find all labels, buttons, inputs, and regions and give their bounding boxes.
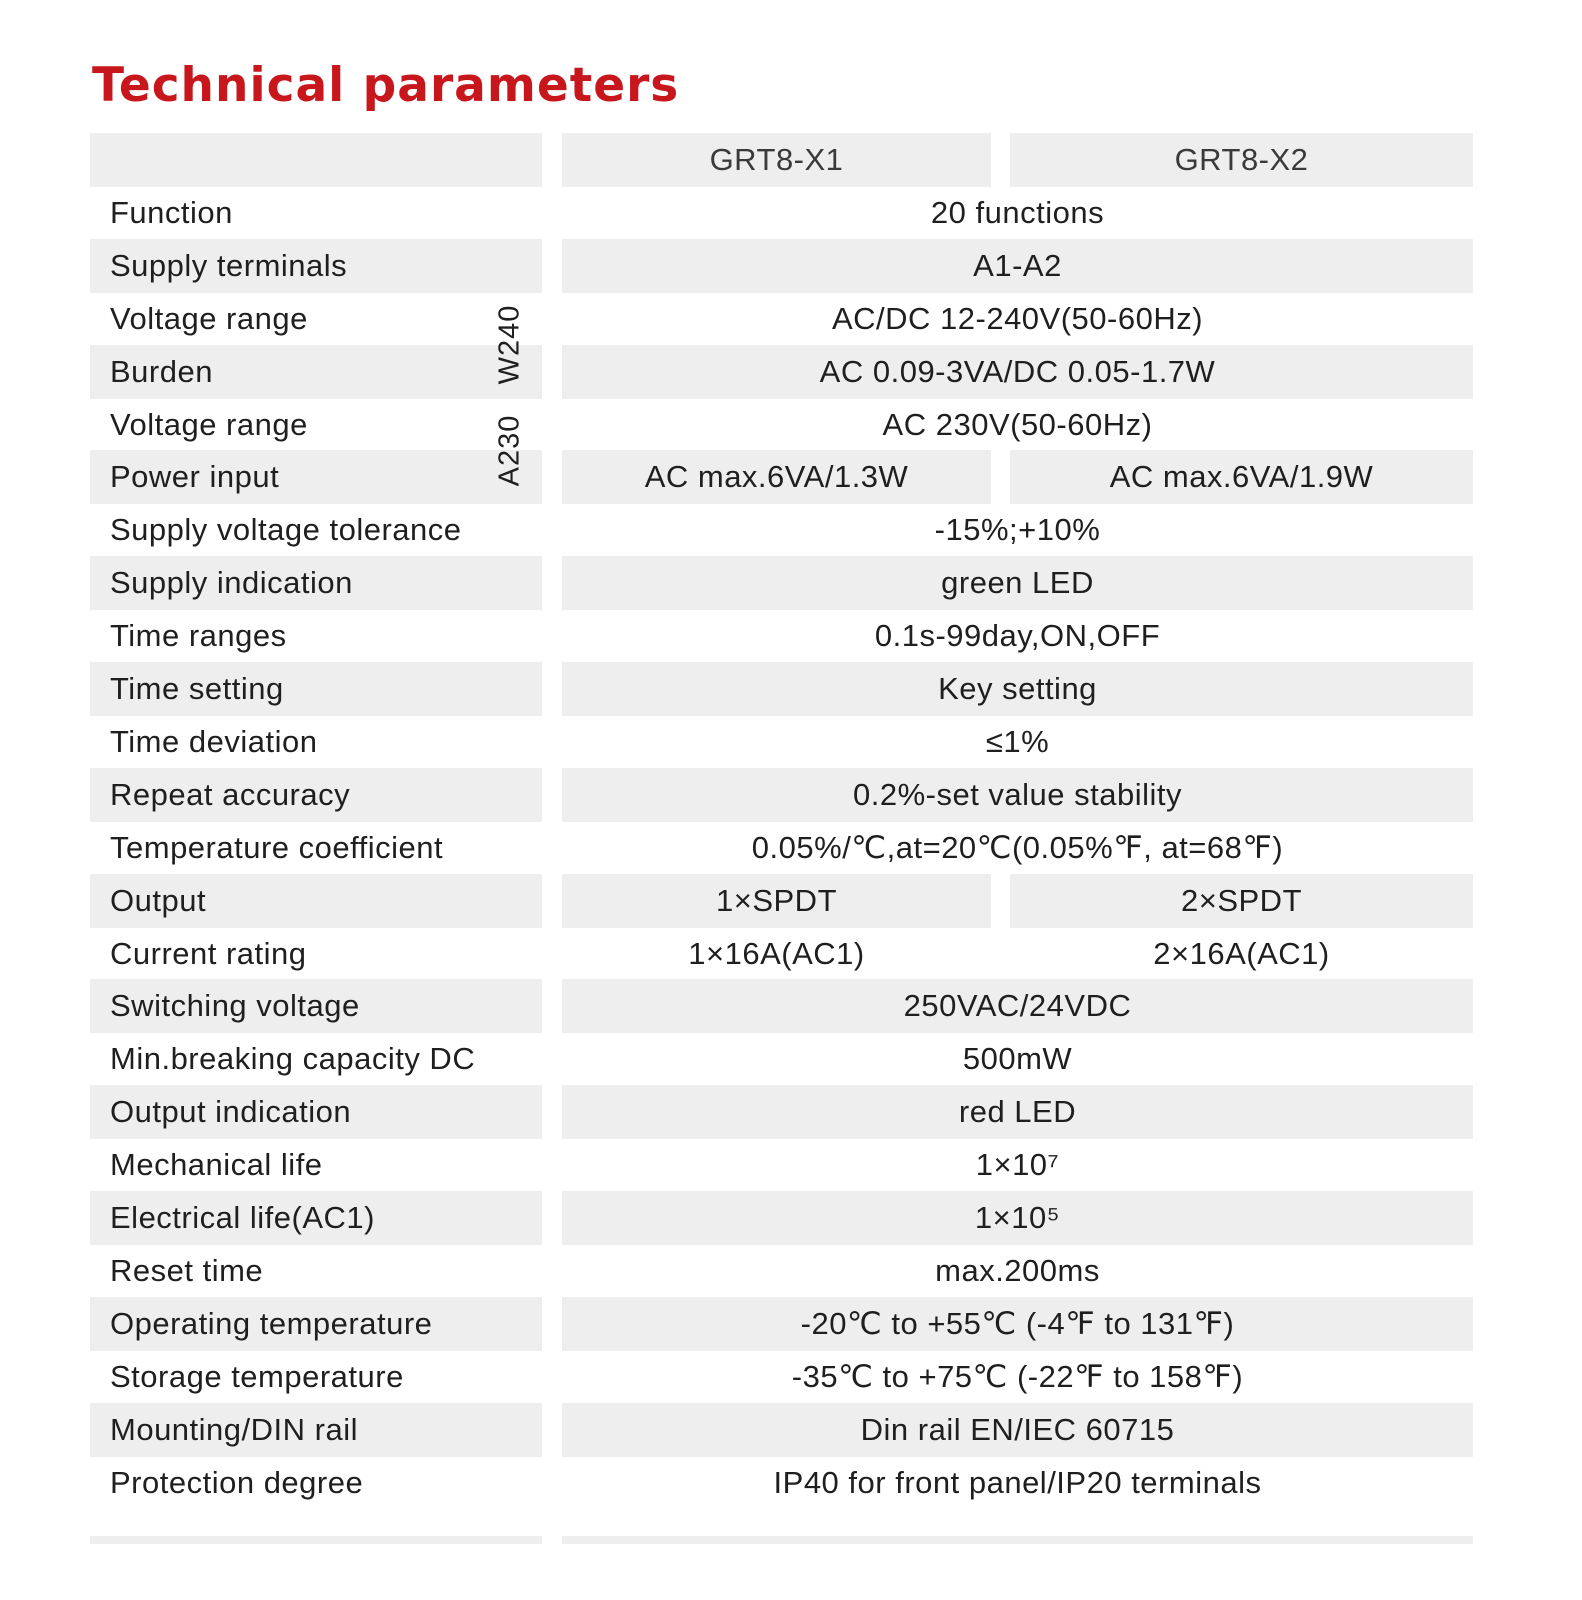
param-label: Reset time	[110, 1252, 264, 1288]
table-bottom-strip	[90, 1536, 542, 1544]
param-value: AC 230V(50-60Hz)	[882, 406, 1153, 442]
param-value-x2: AC max.6VA/1.9W	[1010, 450, 1473, 504]
param-label: Time deviation	[110, 723, 318, 759]
param-label: Output	[90, 874, 542, 928]
param-value-x2: 2×SPDT	[1010, 874, 1473, 928]
param-value: 1×10⁵	[562, 1191, 1473, 1245]
param-value-x1: AC max.6VA/1.3W	[562, 450, 991, 504]
group-tag-w240	[480, 292, 540, 398]
param-label: Switching voltage	[90, 979, 542, 1033]
param-value: 0.2%-set value stability	[562, 768, 1473, 822]
param-label: Voltage range	[110, 406, 308, 442]
param-label: Output indication	[90, 1085, 542, 1139]
param-label: Supply terminals	[90, 239, 542, 293]
param-value: ≤1%	[985, 723, 1050, 759]
param-label: Min.breaking capacity DC	[110, 1041, 476, 1077]
param-label: Time ranges	[110, 618, 287, 654]
param-value: green LED	[562, 556, 1473, 610]
param-label: Operating temperature	[90, 1297, 542, 1351]
param-label: Mounting/DIN rail	[90, 1403, 542, 1457]
param-label: Supply voltage tolerance	[110, 512, 462, 548]
model-header-x2: GRT8-X2	[1010, 133, 1473, 187]
param-value: -20℃ to +55℃ (-4℉ to 131℉)	[562, 1297, 1473, 1351]
param-value: max.200ms	[935, 1252, 1100, 1288]
param-value: 0.1s-99day,ON,OFF	[874, 618, 1161, 654]
param-label: Voltage range	[110, 300, 308, 336]
param-value: 250VAC/24VDC	[562, 979, 1473, 1033]
param-value: red LED	[562, 1085, 1473, 1139]
param-value: IP40 for front panel/IP20 terminals	[773, 1464, 1262, 1500]
param-label: Temperature coefficient	[110, 829, 444, 865]
header-blank-cell	[90, 133, 542, 187]
group-tag-a230-text: A230	[493, 414, 526, 487]
param-value: 1×10⁷	[975, 1147, 1060, 1183]
param-value-x1: 1×16A(AC1)	[688, 935, 865, 971]
page-title: Technical parameters	[92, 58, 680, 113]
param-value: 500mW	[962, 1041, 1073, 1077]
param-value: -15%;+10%	[934, 512, 1101, 548]
param-label: Power input	[90, 450, 542, 504]
param-value: -35℃ to +75℃ (-22℉ to 158℉)	[791, 1358, 1244, 1394]
param-label: Current rating	[110, 935, 307, 971]
param-value: A1-A2	[562, 239, 1473, 293]
param-value-x1: 1×SPDT	[562, 874, 991, 928]
group-tag-a230	[480, 398, 540, 504]
param-label: Protection degree	[110, 1464, 364, 1500]
model-header-x1: GRT8-X1	[562, 133, 991, 187]
param-value: Din rail EN/IEC 60715	[562, 1403, 1473, 1457]
param-value: Key setting	[562, 662, 1473, 716]
param-value: 0.05%/℃,at=20℃(0.05%℉, at=68℉)	[751, 829, 1284, 865]
param-label: Burden	[90, 345, 542, 399]
param-value: AC 0.09-3VA/DC 0.05-1.7W	[562, 345, 1473, 399]
param-label: Electrical life(AC1)	[90, 1191, 542, 1245]
param-value: 20 functions	[930, 194, 1105, 230]
param-label: Mechanical life	[110, 1147, 323, 1183]
param-label: Function	[110, 194, 233, 230]
param-label: Storage temperature	[110, 1358, 404, 1394]
param-label: Time setting	[90, 662, 542, 716]
param-value: AC/DC 12-240V(50-60Hz)	[831, 300, 1204, 336]
param-value-x2: 2×16A(AC1)	[1153, 935, 1330, 971]
param-label: Repeat accuracy	[90, 768, 542, 822]
param-label: Supply indication	[90, 556, 542, 610]
group-tag-w240-text: W240	[493, 304, 526, 385]
table-bottom-strip	[562, 1536, 1473, 1544]
